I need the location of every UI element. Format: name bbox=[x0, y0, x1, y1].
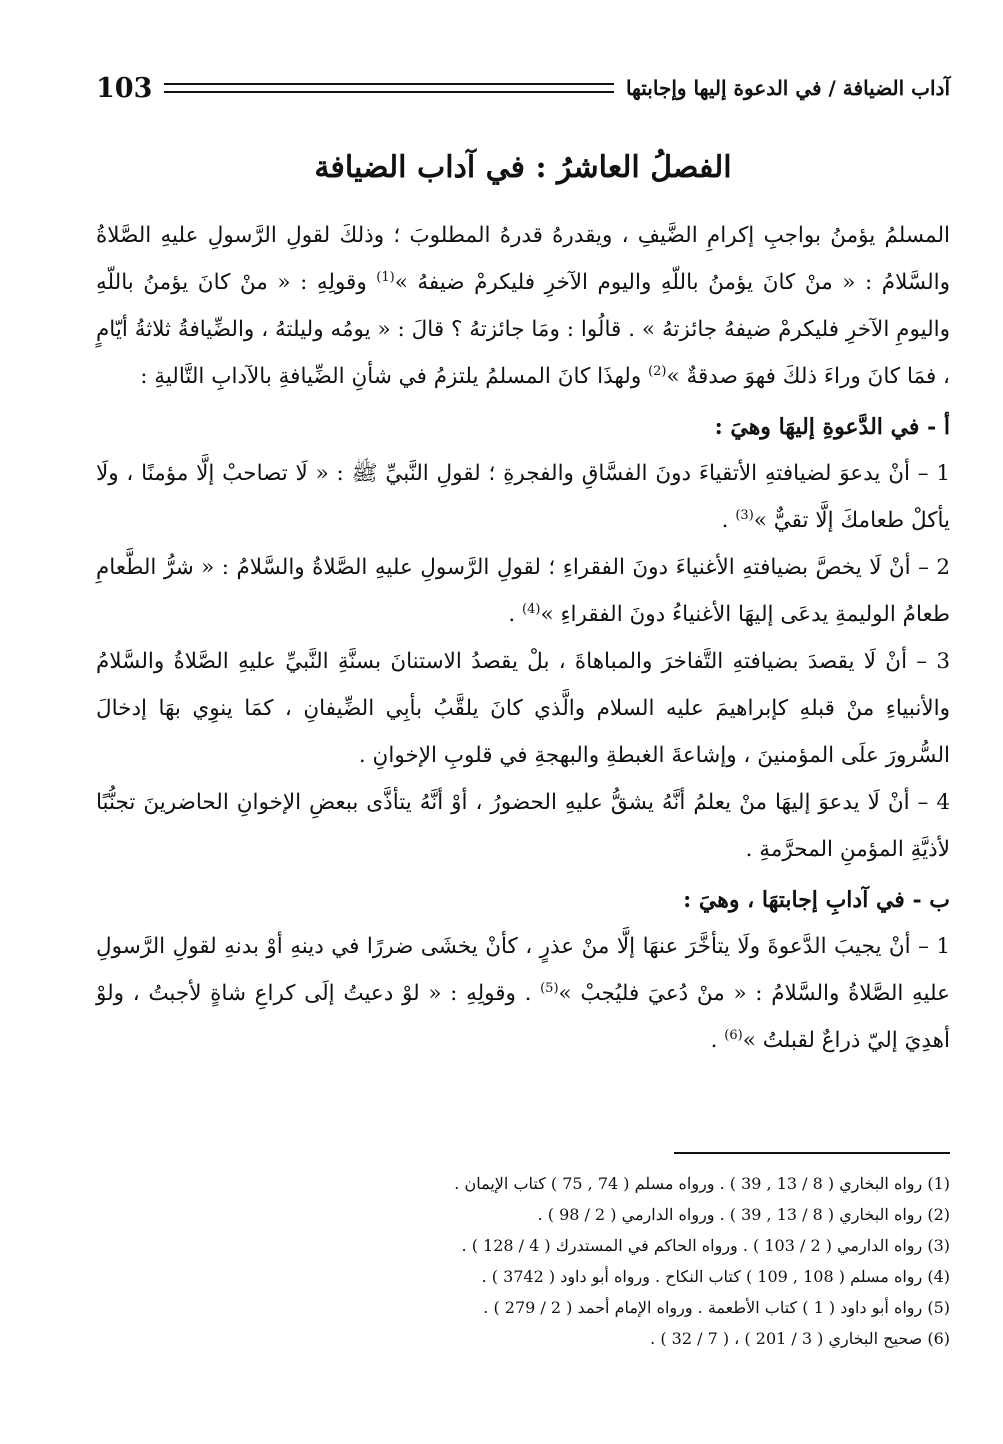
section-a-item-1 bbox=[96, 450, 950, 544]
intro-text-2: وقولِهِ : « منْ كانَ يؤمنُ باللّهِ واليومِ الآخرِ فليكرمْ ضيفهُ جائزتهُ » . قالُوا : ومَا جائزتهُ ؟ قالَ : « يومُه وليلتهُ ، والضِّيافةُ ثلاثةُ أيّامٍ ، فمَا كانَ وراءَ ذلكَ فهوَ صدقةٌ » bbox=[96, 270, 950, 389]
item-text-cont: . وقولِهِ : « لوْ دعيتُ إلَى كراعِ شاةٍ لأجبتُ ، ولوْ أهدِيَ إليّ ذراعٌ لقبلتُ » bbox=[96, 981, 950, 1053]
section-b-item-1 bbox=[96, 923, 950, 1064]
footnote-4: (4) رواه مسلم ( 108 , 109 ) كتاب النكاح . ورواه أبو داود ( 3742 ) . bbox=[481, 1267, 950, 1286]
footnote-6: (6) صحيح البخاري ( 3 / 201 ) ، ( 7 / 32 ) . bbox=[650, 1329, 950, 1348]
footnote-ref-2: (2) bbox=[648, 363, 667, 379]
footnote-ref-1: (1) bbox=[376, 269, 395, 285]
footnote-2: (2) رواه البخاري ( 8 / 13 , 39 ) . ورواه الدارمي ( 2 / 98 ) . bbox=[537, 1205, 950, 1224]
item-text: 3 – أنْ لَا يقصدَ بضيافتهِ التَّفاخرَ والمباهاةَ ، بلْ يقصدُ الاستنانَ بسنَّةِ النَّبيِّ عليهِ الصَّلاةُ والسَّلامُ والأنبياءِ منْ قبلهِ كإبراهيمَ عليه السلام والَّذي كانَ يلقَّبُ بأبِي الضِّيفانِ ، كمَا ينوِي بهَا إدخالَ السُّرورَ علَى المؤمنينَ ، وإشاعةَ الغبطةِ والبهجةِ في قلوبِ الإخوانِ . bbox=[96, 649, 950, 768]
footnote-separator bbox=[674, 1152, 950, 1154]
item-end: . bbox=[710, 1028, 725, 1053]
header-double-rule bbox=[164, 83, 614, 93]
section-a-item-2 bbox=[96, 544, 950, 638]
footnote-5: (5) رواه أبو داود ( 1 ) كتاب الأطعمة . ورواه الإمام أحمد ( 2 / 279 ) . bbox=[483, 1298, 950, 1317]
item-text: 1 – أنْ يدعوَ لضيافتهِ الأتقياءَ دونَ الفسَّاقِ والفجرةِ ؛ لقولِ النَّبيِّ ﷺ : « لَا تصاحبْ إلَّا مؤمنًا ، ولَا يأكلْ طعامكَ إلَّا تقيٌّ » bbox=[96, 461, 950, 533]
footnote-ref-3: (3) bbox=[735, 507, 754, 523]
page-number: 103 bbox=[96, 72, 153, 104]
footnote-1: (1) رواه البخاري ( 8 / 13 , 39 ) . ورواه مسلم ( 74 , 75 ) كتاب الإيمان . bbox=[454, 1174, 950, 1193]
section-a-item-3 bbox=[96, 638, 950, 779]
intro-text-1: المسلمُ يؤمنُ بواجبِ إكرامِ الضَّيفِ ، ويقدرهُ قدرهُ المطلوبَ ؛ وذلكَ لقولِ الرَّسولِ عليهِ الصَّلاةُ والسَّلامُ : « منْ كانَ يؤمنُ باللّهِ واليوم الآخرِ فليكرمْ ضيفهُ » bbox=[96, 223, 950, 295]
footnote-ref-6: (6) bbox=[724, 1027, 743, 1043]
section-a-item-4 bbox=[96, 779, 950, 873]
item-text: 4 – أنْ لَا يدعوَ إليهَا منْ يعلمُ أنَّهُ يشقُّ عليهِ الحضورُ ، أوْ أنَّهُ يتأذَّى ببعضِ الإخوانِ الحاضرينَ تجنُّبًا لأذيَّةِ المؤمنِ المحرَّمةِ . bbox=[96, 790, 950, 862]
running-title: آداب الضيافة / في الدعوة إليها وإجابتها bbox=[625, 76, 950, 100]
main-text bbox=[96, 212, 950, 1064]
intro-paragraph bbox=[96, 212, 950, 400]
item-end: . bbox=[721, 508, 736, 533]
section-a-heading: أ - في الدَّعوةِ إليهَا وهيَ : bbox=[714, 414, 950, 440]
chapter-title: الفصلُ العاشرُ : في آداب الضيافة bbox=[314, 150, 732, 185]
footnote-3: (3) رواه الدارمي ( 2 / 103 ) . ورواه الحاكم في المستدرك ( 4 / 128 ) . bbox=[461, 1236, 950, 1255]
item-end: . bbox=[508, 602, 523, 627]
intro-text-3: ولهذَا كانَ المسلمُ يلتزمُ في شأنِ الضِّيافةِ بالآدابِ التَّاليةِ : bbox=[140, 364, 649, 389]
item-text: 2 – أنْ لَا يخصَّ بضيافتهِ الأغنياءَ دونَ الفقراءِ ؛ لقولِ الرَّسولِ عليهِ الصَّلاةُ والسَّلامُ : « شرُّ الطَّعامِ طعامُ الوليمةِ يدعَى إليهَا الأغنياءُ دونَ الفقراءِ » bbox=[96, 555, 950, 627]
footnote-ref-5: (5) bbox=[540, 980, 559, 996]
section-b-heading: ب - في آدابِ إجابتهَا ، وهيَ : bbox=[683, 887, 950, 913]
running-header bbox=[96, 68, 950, 108]
footnotes bbox=[96, 1168, 950, 1354]
footnote-ref-4: (4) bbox=[522, 601, 541, 617]
item-text: 1 – أنْ يجيبَ الدَّعوةَ ولَا يتأخَّرَ عنهَا إلَّا منْ عذرٍ ، كأنْ يخشَى ضررًا في دينهِ أوْ بدنهِ لقولِ الرَّسولِ عليهِ الصَّلاةُ والسَّلامُ : « منْ دُعيَ فليُجبْ » bbox=[96, 934, 950, 1006]
